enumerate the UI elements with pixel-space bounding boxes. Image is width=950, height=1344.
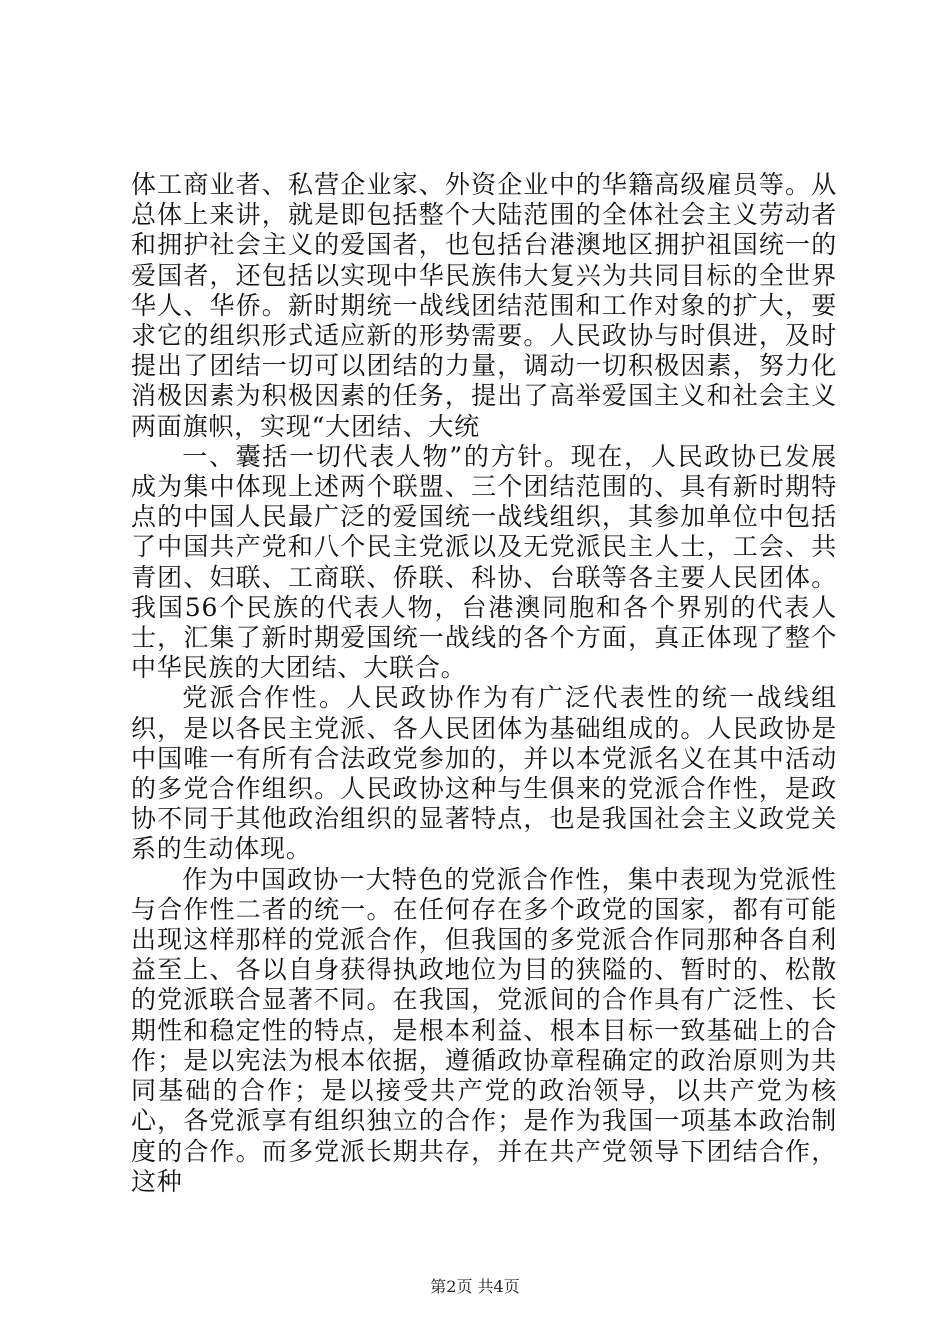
paragraph-3: 党派合作性。人民政协作为有广泛代表性的统一战线组织，是以各民主党派、各人民团体为基础组成的。人民政协是中国唯一有所有合法政党参加的，并以本党派名义在其中活动的多党合作组织。人民政协这种与生俱来的党派合作性，是政协不同于其他政治组织的显著特点，也是我国社会主义政党关系的生动体现。	[131, 683, 837, 864]
paragraph-2: 一、囊括一切代表人物”的方针。现在，人民政协已发展成为集中体现上述两个联盟、三个团结范围的、具有新时期特点的中国人民最广泛的爱国统一战线组织，其参加单位中包括了中国共产党和八个民主党派以及无党派民主人士，工会、共青团、妇联、工商联、侨联、科协、台联等各主要人民团体。我国56个民族的代表人物，台港澳同胞和各个界别的代表人士，汇集了新时期爱国统一战线的各个方面，真正体现了整个中华民族的大团结、大联合。	[131, 441, 837, 683]
paragraph-1: 体工商业者、私营企业家、外资企业中的华籍高级雇员等。从总体上来讲，就是即包括整个大陆范围的全体社会主义劳动者和拥护社会主义的爱国者，也包括台港澳地区拥护祖国统一的爱国者，还包括以实现中华民族伟大复兴为共同目标的全世界华人、华侨。新时期统一战线团结范围和工作对象的扩大，要求它的组织形式适应新的形势需要。人民政协与时俱进，及时提出了团结一切可以团结的力量，调动一切积极因素，努力化消极因素为积极因素的任务，提出了高举爱国主义和社会主义两面旗帜，实现“大团结、大统	[131, 170, 837, 441]
paragraph-4: 作为中国政协一大特色的党派合作性，集中表现为党派性与合作性二者的统一。在任何存在多个政党的国家，都有可能出现这样那样的党派合作，但我国的多党派合作同那种各自利益至上、各以自身获得执政地位为目的狭隘的、暂时的、松散的党派联合显著不同。在我国，党派间的合作具有广泛性、长期性和稳定性的特点，是根本利益、根本目标一致基础上的合作；是以宪法为根本依据，遵循政协章程确定的政治原则为共同基础的合作；是以接受共产党的政治领导，以共产党为核心，各党派享有组织独立的合作；是作为我国一项基本政治制度的合作。而多党派长期共存，并在共产党领导下团结合作，这种	[131, 864, 837, 1196]
page-number-footer: 第2页 共4页	[430, 1277, 520, 1296]
document-body	[131, 170, 837, 1197]
